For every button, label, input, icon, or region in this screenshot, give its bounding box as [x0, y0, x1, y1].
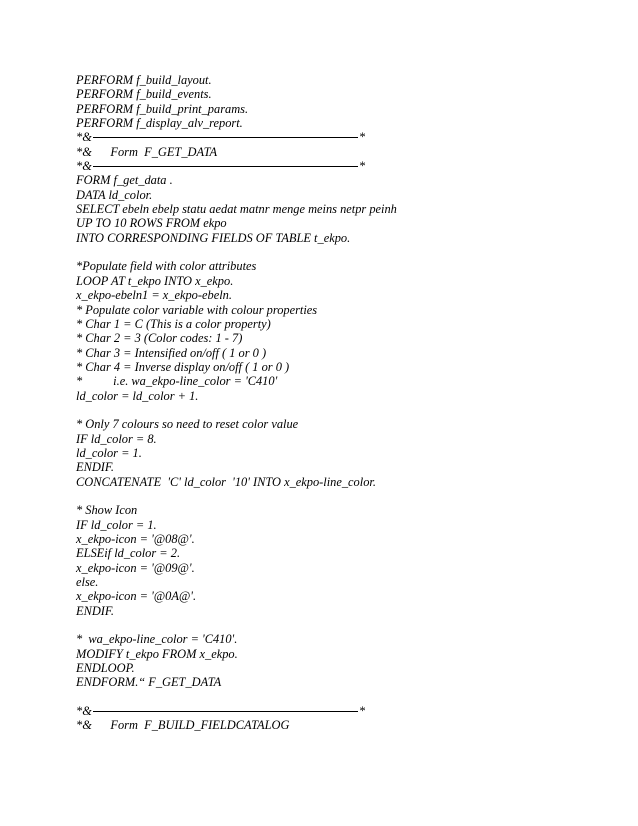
code-line: else.: [76, 575, 99, 590]
blank-line: [76, 489, 616, 503]
code-listing: [76, 73, 616, 733]
code-line: x_ekpo-icon = '@08@'.: [76, 532, 195, 546]
code-line: ENDIF.: [76, 460, 114, 475]
code-line: ENDFORM.“ F_GET_DATA: [76, 675, 222, 690]
code-line: PERFORM f_display_alv_report.: [76, 116, 243, 131]
separator-rule: [93, 166, 358, 167]
blank-line: [76, 403, 616, 417]
code-line: SELECT ebeln ebelp statu aedat matnr menge meins netpr peinh: [76, 202, 397, 217]
code-line: UP TO 10 ROWS FROM ekpo: [76, 216, 227, 231]
code-line: PERFORM f_build_events.: [76, 87, 212, 102]
comment-line: * Char 3 = Intensified on/off ( 1 or 0 ): [76, 345, 267, 360]
separator-suffix: *: [358, 159, 366, 174]
comment-line: * Char 2 = 3 (Color codes: 1 - 7): [76, 331, 243, 346]
code-line: FORM f_get_data .: [76, 173, 173, 188]
comment-line: * wa_ekpo-line_color = 'C410'.: [76, 632, 238, 647]
comment-line: * Populate color variable with colour properties: [76, 302, 318, 317]
comment-line: * Char 1 = C (This is a color property): [76, 316, 271, 331]
blank-line: [76, 245, 616, 259]
code-line: ELSEif ld_color = 2.: [76, 546, 181, 561]
code-line: x_ekpo-icon = '@09@'.: [76, 560, 195, 575]
code-line: IF ld_color = 1.: [76, 517, 157, 532]
separator-suffix: *: [358, 130, 366, 145]
code-line: PERFORM f_build_print_params.: [76, 101, 249, 116]
comment-line: *& Form F_GET_DATA: [76, 144, 218, 159]
comment-line: * Only 7 colours so need to reset color value: [76, 417, 299, 432]
separator-suffix: *: [358, 704, 366, 719]
comment-line: * i.e. wa_ekpo-line_color = 'C410': [76, 374, 278, 389]
comment-line: * Show Icon: [76, 503, 138, 518]
comment-line: * Char 4 = Inverse display on/off ( 1 or 0 ): [76, 359, 290, 374]
separator-line: [76, 130, 616, 144]
code-line: CONCATENATE 'C' ld_color '10' INTO x_ekpo-line_color.: [76, 474, 376, 489]
separator-line: [76, 704, 616, 718]
separator-line: [76, 159, 616, 173]
code-line: ENDLOOP.: [76, 661, 135, 676]
separator-prefix: *&: [76, 159, 92, 174]
code-line: ld_color = 1.: [76, 445, 142, 460]
code-line: x_ekpo-ebeln1 = x_ekpo-ebeln.: [76, 288, 232, 303]
code-line: INTO CORRESPONDING FIELDS OF TABLE t_ekpo.: [76, 230, 351, 245]
blank-line: [76, 690, 616, 704]
code-line: ld_color = ld_color + 1.: [76, 388, 199, 403]
blank-line: [76, 618, 616, 632]
code-line: DATA ld_color.: [76, 187, 153, 202]
code-line: IF ld_color = 8.: [76, 431, 157, 446]
separator-prefix: *&: [76, 130, 92, 145]
code-line: x_ekpo-icon = '@0A@'.: [76, 589, 197, 604]
code-line: ENDIF.: [76, 603, 114, 618]
separator-rule: [93, 711, 358, 712]
separator-rule: [93, 137, 358, 138]
comment-line: *Populate field with color attributes: [76, 259, 257, 274]
code-line: PERFORM f_build_layout.: [76, 73, 212, 87]
comment-line: *& Form F_BUILD_FIELDCATALOG: [76, 718, 290, 733]
code-line: LOOP AT t_ekpo INTO x_ekpo.: [76, 273, 234, 288]
separator-prefix: *&: [76, 704, 92, 719]
code-line: MODIFY t_ekpo FROM x_ekpo.: [76, 646, 238, 661]
